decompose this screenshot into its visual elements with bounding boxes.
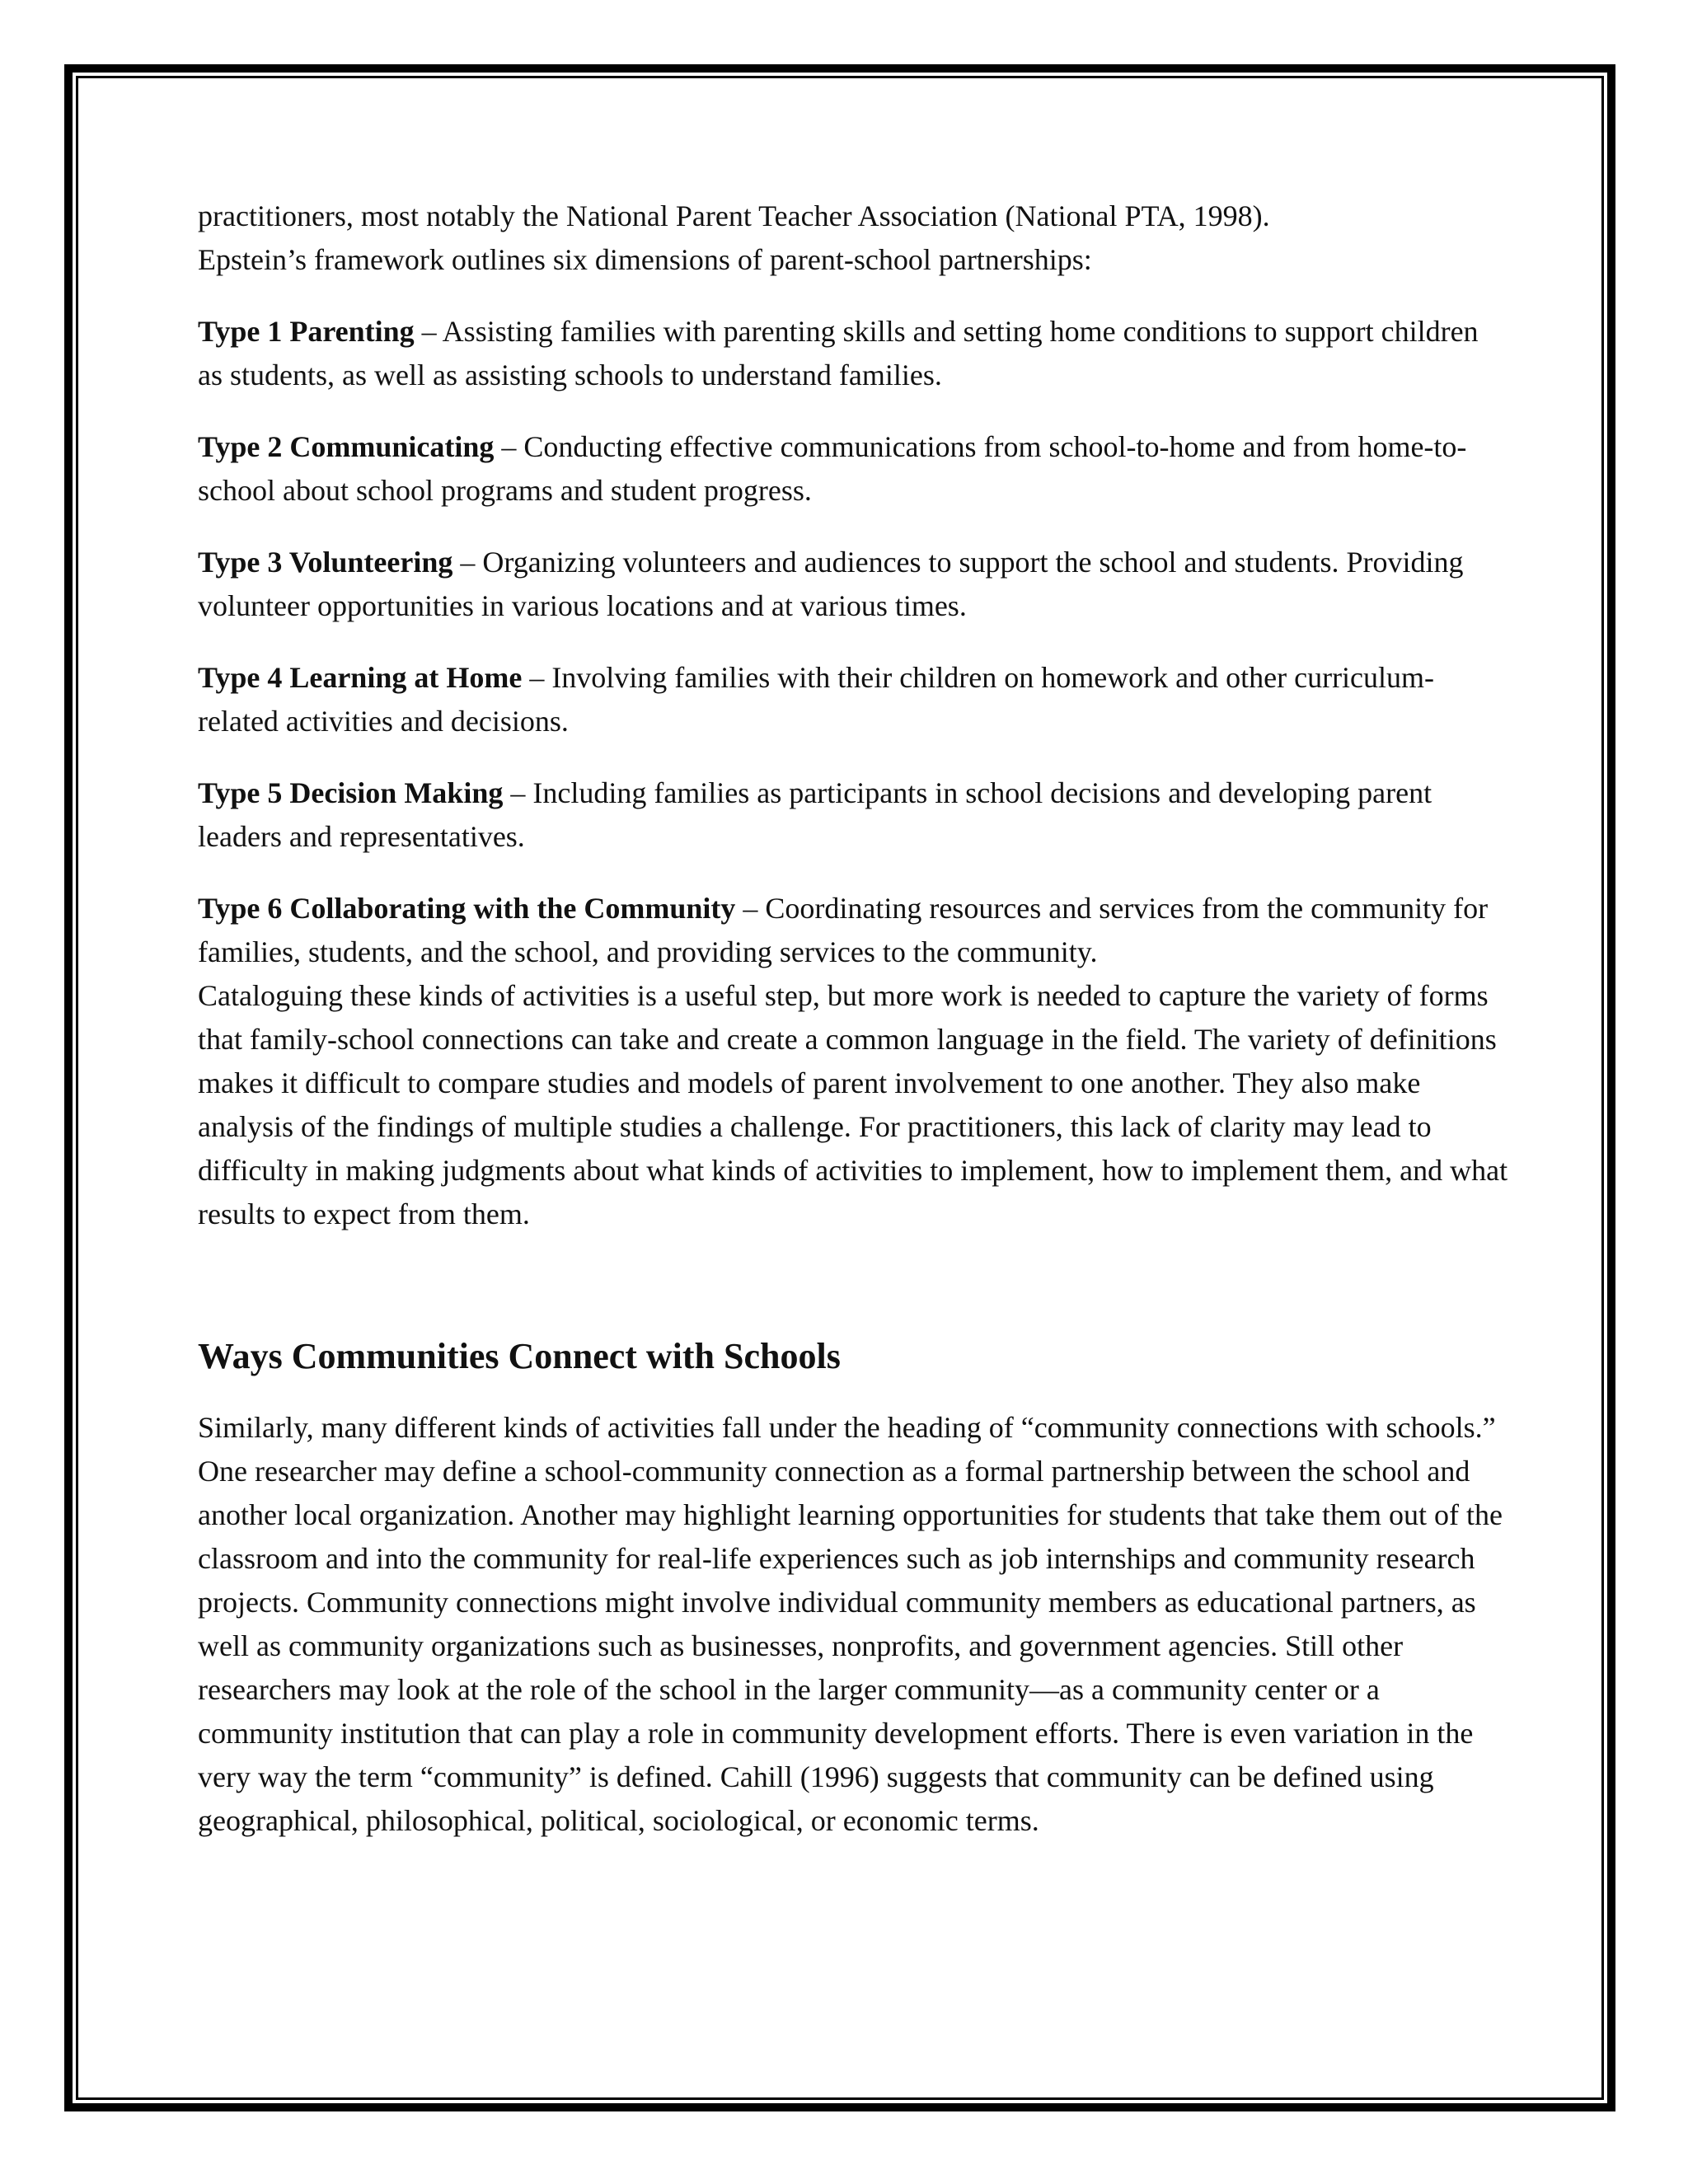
summary-paragraph: Cataloguing these kinds of activities is a useful step, but more work is needed to capture the variety of forms that family-school connections can take and create a common language in the field. The variety of definitions makes it difficult to compare studies and models of parent involvement to one another. They also make analysis of the findings of multiple studies a challenge. For practitioners, this lack of clarity may lead to difficulty in making judgments about what kinds of activities to implement, how to implement them, and what results to expect from them.	[198, 979, 1508, 1230]
type-4-paragraph	[198, 656, 1508, 743]
type-6-paragraph	[198, 887, 1508, 974]
type-2-text: – Conducting effective communications from school-to-home and from home-to-school about school programs and student progress.	[198, 430, 1467, 507]
type-5-title: Type 5 Decision Making	[198, 776, 504, 809]
type-1-text: – Assisting families with parenting skills and setting home conditions to support children as students, as well as assisting schools to understand families.	[198, 315, 1479, 391]
type-4-text: – Involving families with their children on homework and other curriculum-related activities and decisions.	[198, 661, 1435, 738]
type-3-text: – Organizing volunteers and audiences to support the school and students. Providing volunteer opportunities in various locations and at various times.	[198, 546, 1464, 622]
type-5-text: – Including families as participants in school decisions and developing parent leaders and representatives.	[198, 776, 1432, 853]
intro-paragraph	[198, 194, 1508, 282]
intro-line-1: practitioners, most notably the National Parent Teacher Association (National PTA, 1998).	[198, 199, 1270, 232]
intro-line-2: Epstein’s framework outlines six dimensions of parent-school partnerships:	[198, 243, 1092, 276]
type-1-title: Type 1 Parenting	[198, 315, 415, 348]
section-body-paragraph: Similarly, many different kinds of activities fall under the heading of “community connections with schools.” One researcher may define a school-community connection as a formal partnership between the school and another local organization. Another may highlight learning opportunities for students that take them out of the classroom and into the community for real-life experiences such as job internships and community research projects. Community connections might involve individual community members as educational partners, as well as community organizations such as businesses, nonprofits, and government agencies. Still other researchers may look at the role of the school in the larger community—as a community center or a community institution that can play a role in community development efforts. There is even variation in the very way the term “community” is defined. Cahill (1996) suggests that community can be defined using geographical, philosophical, political, sociological, or economic terms.	[198, 1411, 1503, 1837]
type-6-title: Type 6 Collaborating with the Community	[198, 892, 736, 925]
type-3-title: Type 3 Volunteering	[198, 546, 453, 579]
type-6-text: – Coordinating resources and services from the community for families, students, and the school, and providing services to the community.	[198, 892, 1489, 968]
page-content	[198, 194, 1508, 1843]
type-5-paragraph	[198, 771, 1508, 859]
section-heading: Ways Communities Connect with Schools	[198, 1336, 841, 1376]
type-2-paragraph	[198, 425, 1508, 513]
type-4-title: Type 4 Learning at Home	[198, 661, 523, 694]
type-1-paragraph	[198, 310, 1508, 397]
type-2-title: Type 2 Communicating	[198, 430, 495, 463]
type-3-paragraph	[198, 541, 1508, 628]
